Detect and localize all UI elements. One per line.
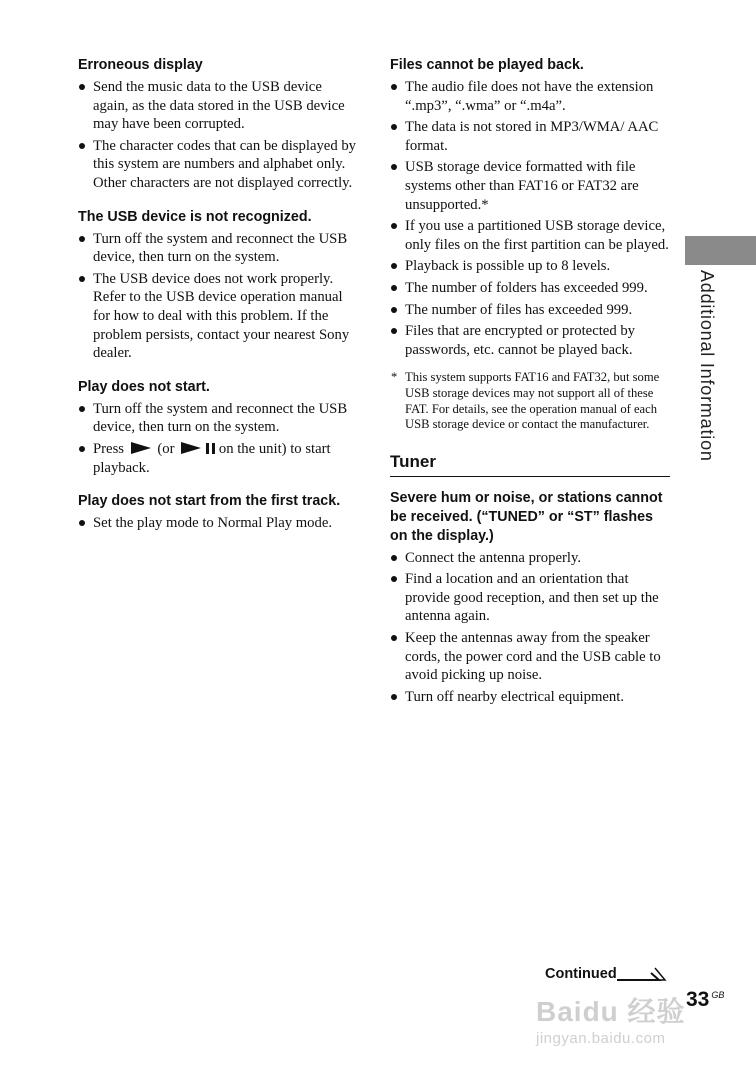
- list-item: Connect the antenna properly.: [390, 549, 670, 568]
- section-heading: Severe hum or noise, or stations cannot be received. (“TUNED” or “ST” flashes on the display.): [390, 489, 663, 544]
- footnote-mark: *: [391, 370, 398, 385]
- left-column: [78, 56, 360, 548]
- continued-label: [545, 966, 617, 982]
- section-files-cannot-play: [390, 56, 670, 433]
- side-tab: [685, 236, 756, 265]
- watermark: [536, 990, 686, 1047]
- section-heading: Play does not start from the first track.: [78, 493, 341, 510]
- section-tuner: [390, 452, 670, 707]
- press-text: Press: [93, 440, 125, 457]
- bullet-list: [390, 549, 670, 707]
- right-column: [390, 56, 670, 709]
- bullet-list: [78, 78, 360, 193]
- section-play-not-from-first-track: [78, 492, 360, 533]
- footnote-text: This system supports FAT16 and FAT32, but some USB storage devices may not support all of these FAT. For details, see the operation manual of each USB storage device or contact the manufacturer.: [405, 370, 660, 432]
- list-item: USB storage device formatted with file systems other than FAT16 or FAT32 are unsupported.*: [390, 158, 670, 214]
- list-item: If you use a partitioned USB storage device, only files on the first partition can be played.: [390, 217, 670, 254]
- play-icon: [181, 442, 201, 454]
- side-label: Additional Information: [697, 270, 717, 462]
- continued-text: Continued: [545, 966, 617, 982]
- list-item: Find a location and an orientation that provide good reception, and then set up the antenna again.: [390, 570, 670, 626]
- tuner-title: Tuner: [390, 452, 670, 477]
- page-number: [686, 988, 724, 1012]
- bullet-list: [390, 78, 670, 359]
- list-item: The character codes that can be displayed by this system are numbers and alphabet only. Other characters are not displayed correctly.: [78, 137, 360, 193]
- list-item: Keep the antennas away from the speaker cords, the power cord and the USB cable to avoid picking up noise.: [390, 629, 670, 685]
- section-usb-not-recognized: [78, 208, 360, 363]
- page-number-value: 33: [686, 988, 710, 1011]
- continued-arrow-icon: [615, 964, 669, 984]
- section-play-does-not-start: [78, 378, 360, 477]
- list-item: Set the play mode to Normal Play mode.: [78, 514, 360, 533]
- list-item: Turn off nearby electrical equipment.: [390, 688, 670, 707]
- bullet-list: [78, 514, 360, 533]
- play-icon: [131, 442, 151, 454]
- section-heading: Files cannot be played back.: [390, 57, 584, 73]
- bullet-list: [78, 400, 360, 477]
- section-heading: Erroneous display: [78, 57, 203, 73]
- section-heading: The USB device is not recognized.: [78, 208, 312, 225]
- playback-text: on the unit) to start playback.: [93, 440, 331, 476]
- watermark-brand: Baidu 经验: [536, 996, 686, 1027]
- list-item: The USB device does not work properly. Refer to the USB device operation manual for how to deal with this problem. If the problem persists, contact your nearest Sony dealer.: [78, 270, 360, 363]
- list-item: The number of files has exceeded 999.: [390, 301, 670, 320]
- footnote: [390, 370, 670, 432]
- list-item: The audio file does not have the extension “.mp3”, “.wma” or “.m4a”.: [390, 78, 670, 115]
- section-erroneous-display: [78, 56, 360, 193]
- pause-icon: [206, 443, 215, 454]
- list-item: Turn off the system and reconnect the USB device, then turn on the system.: [78, 400, 360, 437]
- watermark-url: jingyan.baidu.com: [536, 1030, 666, 1047]
- list-item: The data is not stored in MP3/WMA/ AAC format.: [390, 118, 670, 155]
- page-suffix: GB: [711, 990, 725, 1000]
- bullet-list: [78, 230, 360, 363]
- list-item: [78, 440, 360, 477]
- list-item: Send the music data to the USB device again, as the data stored in the USB device may have been corrupted.: [78, 78, 360, 134]
- list-item: Playback is possible up to 8 levels.: [390, 257, 670, 276]
- or-text: (or: [157, 440, 175, 457]
- section-heading: Play does not start.: [78, 378, 210, 395]
- list-item: Files that are encrypted or protected by passwords, etc. cannot be played back.: [390, 322, 670, 359]
- list-item: The number of folders has exceeded 999.: [390, 279, 670, 298]
- list-item: Turn off the system and reconnect the USB device, then turn on the system.: [78, 230, 360, 267]
